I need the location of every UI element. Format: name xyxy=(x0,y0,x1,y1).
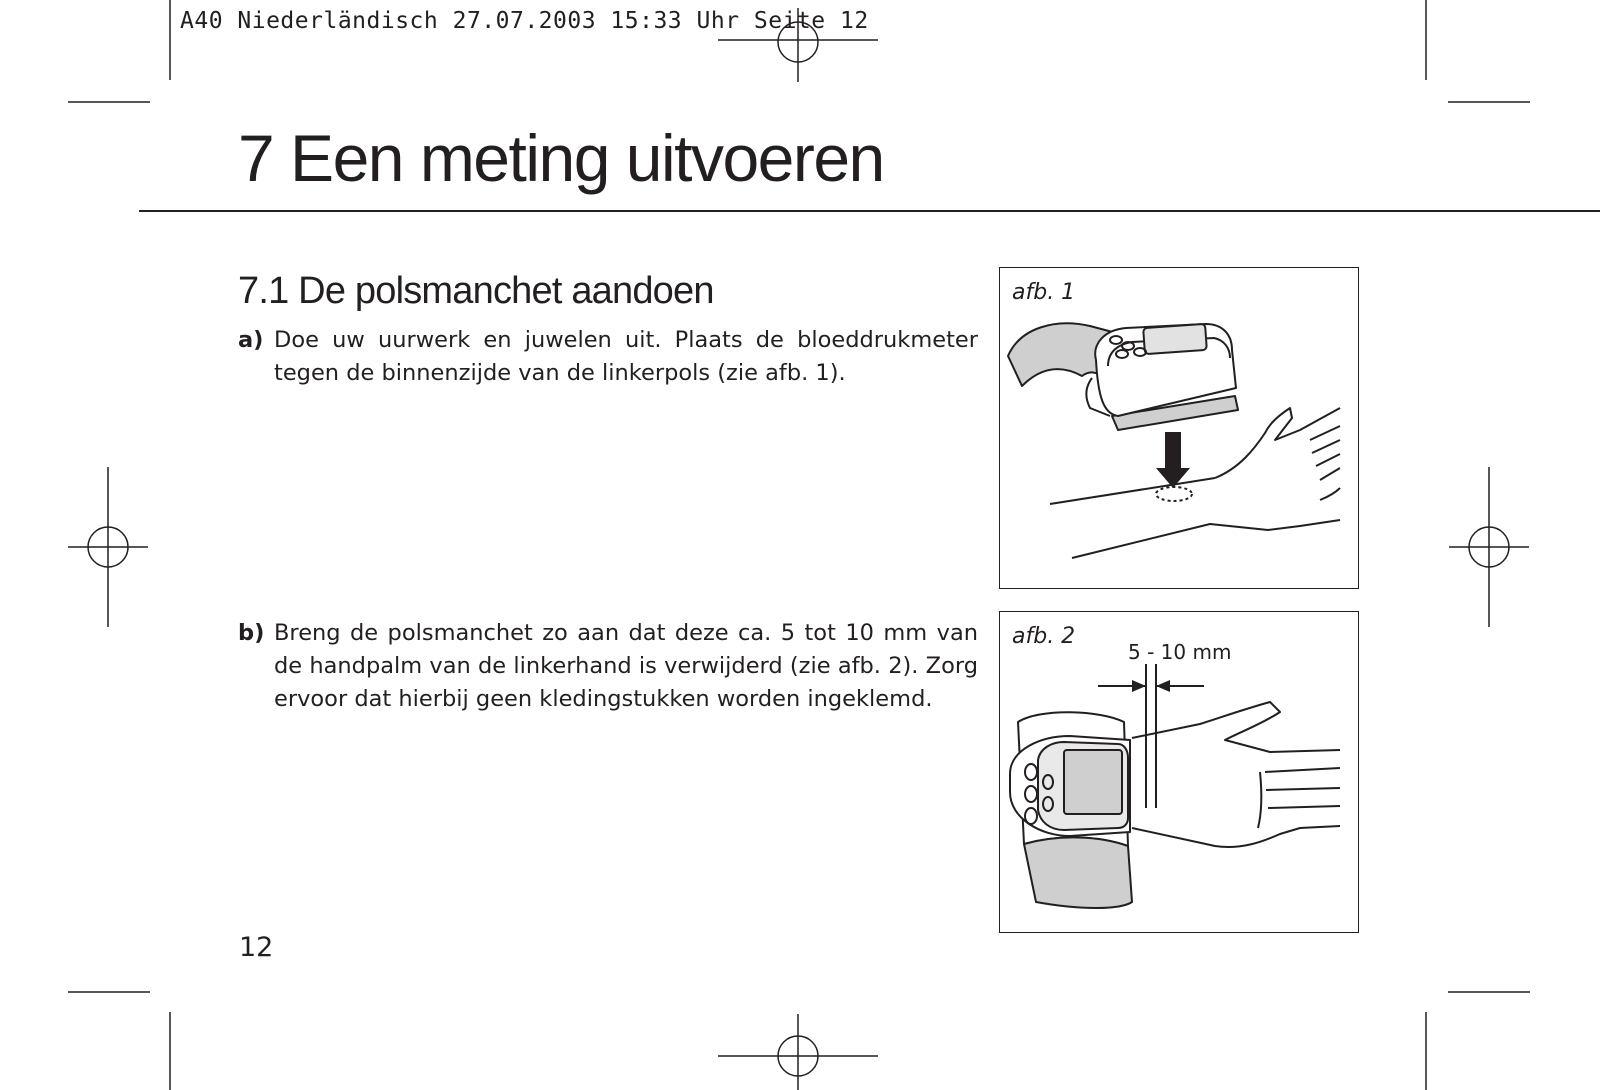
wrist-cuff-placement-illustration xyxy=(1000,268,1360,590)
chapter-title: 7 Een meting uitvoeren xyxy=(238,121,884,195)
step-text: Doe uw uurwerk en juwelen uit. Plaats de bloeddrukmeter tegen de binnenzijde van de linkerpols (zie afb. 1). xyxy=(274,327,978,386)
figure-label: afb. 2 xyxy=(1012,624,1076,649)
figure-label: afb. 1 xyxy=(1012,280,1076,305)
registration-mark-right xyxy=(1449,467,1529,627)
figure-1 xyxy=(999,267,1359,589)
step-a xyxy=(238,324,978,390)
step-marker: a) xyxy=(238,327,264,353)
step-text: Breng de polsmanchet zo aan dat deze ca. 5 tot 10 mm van de handpalm van de linkerhand is verwijderd (zie afb. 2). Zorg ervoor dat hierbij geen kledingstukken worden ingeklemd. xyxy=(274,620,978,712)
print-header: A40 Niederländisch 27.07.2003 15:33 Uhr Seite 12 xyxy=(180,8,869,34)
figure-2 xyxy=(999,611,1359,933)
chapter-divider xyxy=(139,210,1600,212)
registration-mark-left xyxy=(68,467,148,627)
section-title: 7.1 De polsmanchet aandoen xyxy=(238,270,714,312)
page-number: 12 xyxy=(239,932,274,963)
step-marker: b) xyxy=(238,620,265,646)
dimension-label: 5 - 10 mm xyxy=(1128,640,1232,664)
step-b xyxy=(238,617,978,716)
registration-mark-bottom xyxy=(718,1014,878,1090)
